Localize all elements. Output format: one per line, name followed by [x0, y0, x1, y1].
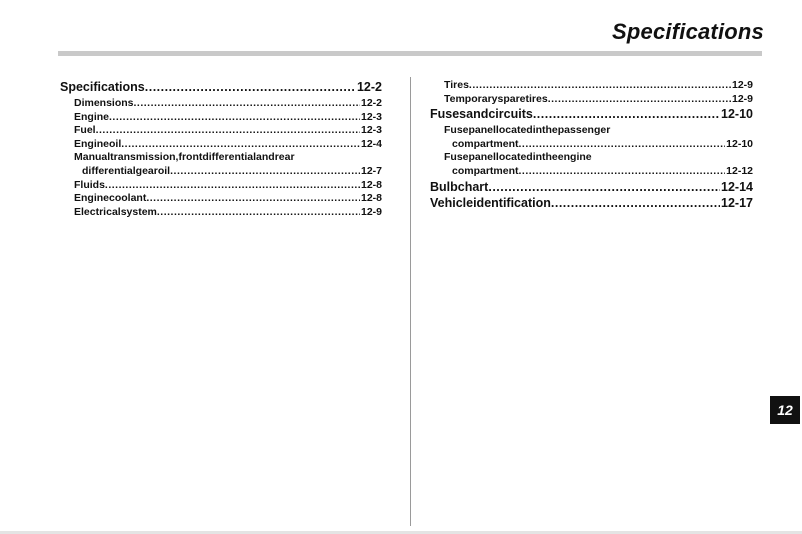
toc-entry-label: Vehicleidentification	[430, 195, 551, 210]
toc-entry-fuel[interactable]	[60, 124, 382, 138]
toc-entry-page: 12-4	[360, 137, 382, 150]
toc-entry-label: Engineoil	[74, 137, 122, 150]
dot-leader	[145, 79, 356, 95]
dot-leader	[96, 124, 360, 138]
toc-entry-page: 12-2	[356, 80, 382, 94]
toc-entry-engine-coolant[interactable]	[60, 192, 382, 206]
toc-entry-tires[interactable]	[430, 79, 753, 93]
dot-leader	[109, 111, 360, 125]
toc-entry-page: 12-9	[360, 205, 382, 218]
dot-leader	[548, 93, 731, 107]
toc-left-column	[60, 79, 382, 219]
dot-leader	[488, 179, 720, 195]
toc-entry-label: Electricalsystem	[74, 205, 157, 218]
toc-entry-label: Bulbchart	[430, 179, 489, 194]
toc-entry-specifications[interactable]	[60, 79, 382, 95]
toc-entry-passenger-compartment[interactable]	[430, 138, 753, 152]
toc-entry-page: 12-12	[726, 164, 753, 177]
toc-entry-page: 12-7	[360, 164, 382, 177]
toc-entry-page: 12-17	[721, 195, 753, 210]
toc-entry-dimensions[interactable]	[60, 97, 382, 111]
toc-entry-label: differentialgearoil	[82, 164, 171, 177]
toc-entry-label: compartment	[452, 137, 519, 150]
toc-entry-engine-compartment[interactable]	[430, 165, 753, 179]
toc-entry-bulb-chart[interactable]	[430, 179, 753, 195]
toc-entry-label: Fluids	[74, 178, 105, 191]
toc-entry-page: 12-3	[360, 110, 382, 123]
toc-entry-engine[interactable]	[60, 111, 382, 125]
toc-entry-page: 12-2	[360, 97, 382, 109]
toc-entry-label: Temporarysparetires	[444, 92, 548, 105]
toc-entry-transmission-heading[interactable]: Manualtransmission,frontdifferentialandrear	[74, 151, 295, 164]
chapter-tab[interactable]: 12	[770, 396, 800, 424]
dot-leader	[551, 195, 720, 211]
toc-entry-fluids[interactable]	[60, 179, 382, 193]
toc-entry-label: Tires	[444, 79, 469, 91]
dot-leader	[519, 165, 726, 179]
title-underline	[58, 51, 762, 56]
dot-leader	[469, 79, 731, 93]
toc-entry-page: 12-9	[731, 79, 753, 91]
toc-entry-fuse-panel-engine-heading[interactable]: Fusepanellocatedintheengine	[444, 151, 592, 164]
toc-entry-label: Engine	[74, 110, 110, 123]
dot-leader	[134, 97, 360, 111]
dot-leader	[170, 165, 360, 179]
toc-entry-fuses-and-circuits[interactable]	[430, 106, 753, 122]
toc-entry-label: Fuel	[74, 124, 96, 137]
toc-entry-page: 12-9	[731, 92, 753, 105]
dot-leader	[157, 206, 360, 220]
toc-entry-label: compartment	[452, 164, 519, 177]
dot-leader	[146, 192, 360, 206]
toc-entry-differential-gear-oil[interactable]	[60, 165, 382, 179]
toc-entry-label: Enginecoolant	[74, 192, 147, 205]
toc-entry-label: Specifications	[60, 80, 145, 94]
dot-leader	[121, 138, 360, 152]
toc-entry-fuse-panel-passenger-heading[interactable]: Fusepanellocatedinthepassenger	[444, 124, 611, 137]
toc-entry-page: 12-3	[360, 124, 382, 137]
page-title: Specifications	[612, 19, 764, 44]
toc-entry-page: 12-8	[360, 178, 382, 191]
dot-leader	[105, 179, 360, 193]
toc-entry-label: Dimensions	[74, 97, 134, 109]
toc-right-column	[430, 79, 753, 211]
toc-entry-engine-oil[interactable]	[60, 138, 382, 152]
toc-entry-vehicle-identification[interactable]	[430, 195, 753, 211]
toc-entry-page: 12-14	[721, 179, 753, 194]
toc-entry-page: 12-10	[726, 137, 753, 150]
dot-leader	[519, 138, 726, 152]
toc-entry-electrical-system[interactable]	[60, 206, 382, 220]
dot-leader	[533, 106, 720, 122]
toc-entry-temporary-spare-tires[interactable]	[430, 93, 753, 107]
toc-entry-label: Fusesandcircuits	[430, 107, 533, 122]
column-divider	[410, 77, 411, 526]
toc-entry-page: 12-8	[360, 192, 382, 205]
toc-entry-page: 12-10	[721, 107, 753, 122]
